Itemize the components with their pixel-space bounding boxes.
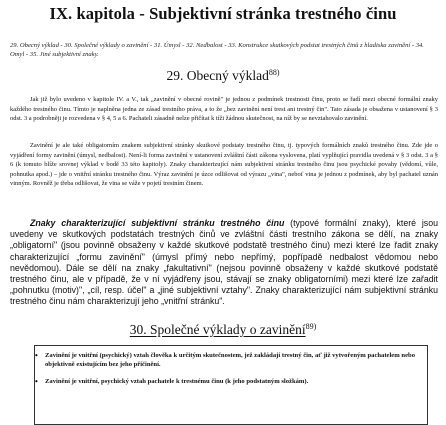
bullet-icon: • [35,377,38,386]
paragraph-3-lead: Znaky charakterizující subjektivní stránku trestného činu [30,218,285,228]
section-29-label: 29. Obecný výklad [166,68,269,83]
paragraph-1-text: Jak již bylo uvedeno v kapitole IV. a V., tak „zavinění v obecné rovině" je jednou z podmínek trestnosti činu, proto se řadí mezi obecné formální znaky každého trestného činu. Tímto je naplněna jedna ze zásad trestního práva, a to že „bez zavinění není trest ani trestný čin". Tato zásada je obsažena v ustanovení § 3 odst. 3 a podrobněji je rozvedena v § 4, 5 a 6. Pachateli zásadně nelze přičítat k tíži žádnou skutečnost, na níž by se nevztahovalo zavinění. [10,96,438,122]
paragraph-2 [10,141,438,189]
section-30-label: 30. Společné výklady o zavinění [129,322,306,337]
paragraph-2-text: Zavinění je ale také obligatorním znakem subjektivní stránky skutkové podstaty trestného činu, tj. typových formálních znaků trestného činu. Zde jde o vyjádření formy zavinění (úmysl, nedbalost). Není-li forma zavinění v ustanovení zvláštní části zákona vyslovena, platí vyplňující pravidla uvedená v § 3 odst. 3 a § 6 (k tomuto blíže srovnej výklad v bodě 33 této kapitoly). Znaky charakterizující nám subjektivní stránku trestného činu jsou psychické povahy (vědomí, vůle, pohnutka apod.) – jde o vnitřní stránku trestného činu. Výraz zavinění je úzce odlišovat od výrazu „vina", neboť vina je jednou z podmínek, aby byl pachatel uznán vinným. Rovněž je třeba odlišovat, že vina se váže v pojetí trestním činem. [10,142,438,187]
paragraph-3 [10,218,438,308]
chapter-contents: 29. Obecný výklad - 30. Společné výklady o zavinění - 31. Úmysl - 32. Nedbalost - 33. Konstrukce skutkových podstat trestných činů z hladiska zavinění - 34. Omyl - 35. Jiné subjektivní znaky. [10,42,424,58]
definition-item-1 [35,351,415,370]
chapter-title: IX. kapitola - Subjektivní stránka trestného činu [49,4,397,23]
definition-item-1-text: Zavinění je vnitřní (psychický) vztah člověka k určitým skutečnostem, jež zakládají trestný čin, ať již vytvořeným pachatelem nebo objektivně existujícím bez jeho přičinění. [45,352,415,369]
definition-item-2-text: Zavinění je vnitřní, psychický vztah pachatele k trestnému činu (k jeho podstatným složkám). [45,378,309,385]
paragraph-3-text: (typové formální znaky), které jsou uvedeny ve skutkových podstatách trestných činů ve zvláštní části trestního zákona se dělí, na znaky „obligatorní" (jsou povinně obsaženy v každé skutkové podstatě trestného činu) mezi které lze řadit znaky charakterizující „formu zavinění" (úmysl přímý nebo nepřímý, popřípadě nedbalost vědomou nebo nevědomou). Dále se dělí na znaky „fakultativní" (nejsou povinně obsaženy v každé skutkové podstatě trestného činu, ale v případě, že v ní vyjádřeny jsou, stávají se znaky obligatorními) mezi které lze zařadit „pohnutku (motiv)", „cíl, resp. účel" a „jiné subjektivní vztahy". Znaky charakterizující nám subjektivní stránku trestného činu nám charakterizují jeho „vnitřní stránku". [10,218,438,307]
paragraph-1 [10,95,438,124]
section-heading-29 [0,68,446,84]
footnote-ref-88: 88) [268,68,280,77]
definition-box [34,345,428,425]
section-heading-30 [0,322,446,338]
definition-item-2 [35,377,415,386]
footnote-ref-89: 89) [305,322,317,331]
bullet-icon: • [35,351,38,360]
